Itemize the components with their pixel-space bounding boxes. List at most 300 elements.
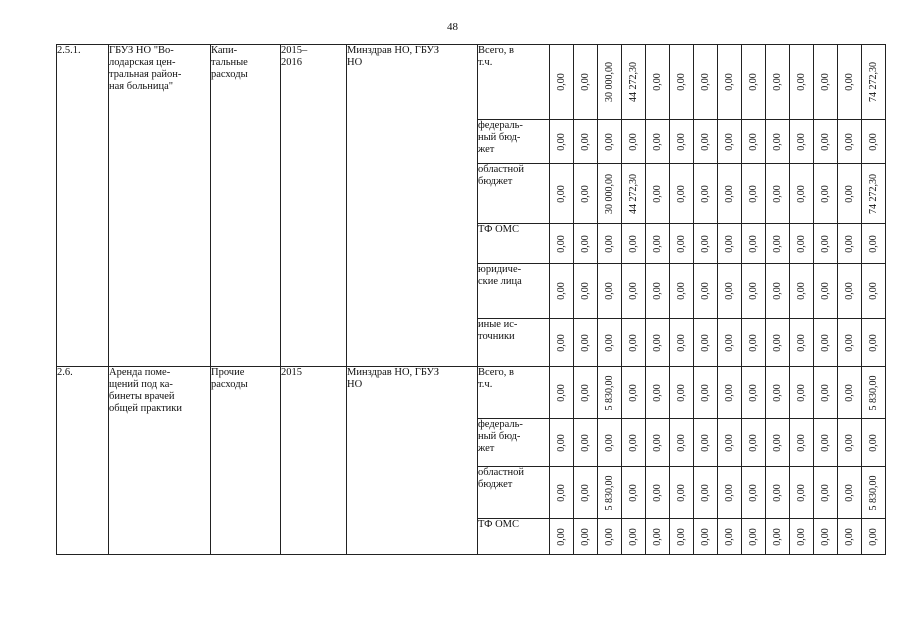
value-text: 0,00 [723, 234, 735, 253]
value-cell [670, 419, 694, 467]
value-cell [766, 224, 790, 264]
value-text: 0,00 [699, 483, 711, 502]
value-cell [718, 419, 742, 467]
executor: Минздрав НО, ГБУЗ НО [347, 367, 478, 555]
funding-source: областной бюджет [478, 164, 550, 224]
value-cell [550, 519, 574, 555]
value-cell [622, 467, 646, 519]
funding-source: ТФ ОМС [478, 519, 550, 555]
value-cell [742, 264, 766, 319]
value-text: 0,00 [651, 282, 663, 300]
value-cell [694, 45, 718, 120]
value-cell [790, 519, 814, 555]
table-row [57, 45, 886, 120]
value-cell [862, 120, 886, 164]
value-cell [622, 319, 646, 367]
period: 2015 [281, 367, 347, 555]
value-cell [790, 120, 814, 164]
value-cell [646, 319, 670, 367]
value-cell [598, 419, 622, 467]
value-text: 0,00 [651, 234, 663, 253]
value-text: 0,00 [843, 483, 855, 502]
value-cell [766, 319, 790, 367]
value-cell [718, 319, 742, 367]
value-cell [670, 120, 694, 164]
value-text: 0,00 [651, 333, 663, 352]
value-cell [742, 467, 766, 519]
value-cell [718, 164, 742, 224]
funding-source: федераль- ный бюд- жет [478, 120, 550, 164]
value-cell [694, 367, 718, 419]
value-cell [790, 224, 814, 264]
value-text: 0,00 [843, 333, 855, 352]
value-text: 0,00 [603, 527, 615, 546]
value-text: 0,00 [699, 282, 711, 300]
value-cell [574, 319, 598, 367]
value-cell [646, 467, 670, 519]
value-text: 0,00 [579, 333, 591, 352]
value-cell [742, 224, 766, 264]
value-text: 74 272,30 [867, 62, 879, 102]
value-cell [550, 120, 574, 164]
value-text: 0,00 [771, 483, 783, 502]
value-text: 0,00 [699, 132, 711, 151]
value-cell [814, 164, 838, 224]
value-cell [550, 419, 574, 467]
value-cell [838, 164, 862, 224]
value-cell [694, 419, 718, 467]
value-cell [766, 419, 790, 467]
value-text: 0,00 [555, 433, 567, 452]
value-cell [742, 319, 766, 367]
value-text: 0,00 [555, 234, 567, 253]
period: 2015– 2016 [281, 45, 347, 367]
value-text: 0,00 [795, 234, 807, 253]
value-text: 0,00 [651, 433, 663, 452]
value-cell [646, 164, 670, 224]
value-text: 0,00 [603, 282, 615, 300]
value-text: 0,00 [699, 73, 711, 91]
value-cell [790, 367, 814, 419]
value-cell [742, 45, 766, 120]
value-text: 0,00 [675, 282, 687, 300]
value-text: 0,00 [747, 234, 759, 253]
value-cell [862, 164, 886, 224]
value-cell [622, 120, 646, 164]
value-text: 0,00 [579, 282, 591, 300]
value-text: 0,00 [843, 527, 855, 546]
value-text: 0,00 [819, 282, 831, 300]
value-text: 0,00 [795, 73, 807, 91]
value-text: 0,00 [699, 184, 711, 203]
value-text: 0,00 [579, 527, 591, 546]
value-cell [622, 45, 646, 120]
value-text: 0,00 [579, 234, 591, 253]
value-text: 0,00 [723, 132, 735, 151]
value-text: 0,00 [651, 483, 663, 502]
value-cell [814, 467, 838, 519]
value-cell [694, 264, 718, 319]
value-text: 0,00 [747, 433, 759, 452]
value-cell [622, 224, 646, 264]
value-text: 0,00 [867, 333, 879, 352]
item-code: 2.6. [57, 367, 109, 555]
value-cell [598, 519, 622, 555]
funding-source: ТФ ОМС [478, 224, 550, 264]
funding-source: областной бюджет [478, 467, 550, 519]
value-text: 0,00 [771, 184, 783, 203]
value-cell [598, 467, 622, 519]
value-text: 0,00 [723, 383, 735, 402]
value-text: 0,00 [579, 433, 591, 452]
value-text: 0,00 [843, 234, 855, 253]
item-code: 2.5.1. [57, 45, 109, 367]
value-cell [574, 164, 598, 224]
value-cell [838, 519, 862, 555]
value-cell [742, 367, 766, 419]
value-text: 0,00 [843, 282, 855, 300]
value-cell [718, 45, 742, 120]
value-cell [598, 367, 622, 419]
value-text: 0,00 [675, 234, 687, 253]
value-cell [670, 367, 694, 419]
value-text: 0,00 [555, 527, 567, 546]
value-text: 0,00 [723, 333, 735, 352]
value-text: 0,00 [579, 184, 591, 203]
value-cell [598, 319, 622, 367]
value-text: 0,00 [651, 73, 663, 91]
value-text: 0,00 [699, 234, 711, 253]
value-text: 0,00 [771, 333, 783, 352]
funding-source: федераль- ный бюд- жет [478, 419, 550, 467]
value-cell [550, 164, 574, 224]
executor: Минздрав НО, ГБУЗ НО [347, 45, 478, 367]
value-cell [670, 224, 694, 264]
value-cell [838, 467, 862, 519]
value-text: 0,00 [723, 433, 735, 452]
value-text: 0,00 [795, 527, 807, 546]
value-text: 0,00 [867, 527, 879, 546]
value-text: 0,00 [819, 483, 831, 502]
value-cell [814, 367, 838, 419]
value-cell [718, 467, 742, 519]
value-text: 0,00 [747, 333, 759, 352]
value-text: 0,00 [795, 132, 807, 151]
expense-type: Прочие расходы [211, 367, 281, 555]
value-cell [718, 224, 742, 264]
value-text: 30 000,00 [603, 62, 615, 102]
value-text: 0,00 [603, 132, 615, 151]
value-text: 0,00 [627, 282, 639, 300]
funding-source: Всего, в т.ч. [478, 45, 550, 120]
value-text: 0,00 [651, 132, 663, 151]
funding-source: юридиче- ские лица [478, 264, 550, 319]
value-cell [694, 224, 718, 264]
value-text: 0,00 [819, 73, 831, 91]
value-cell [670, 319, 694, 367]
value-text: 0,00 [867, 234, 879, 253]
value-text: 0,00 [771, 282, 783, 300]
value-text: 0,00 [651, 184, 663, 203]
value-text: 0,00 [723, 527, 735, 546]
value-cell [814, 519, 838, 555]
value-cell [670, 467, 694, 519]
value-cell [550, 224, 574, 264]
value-text: 0,00 [819, 132, 831, 151]
value-text: 0,00 [627, 483, 639, 502]
value-cell [694, 120, 718, 164]
value-cell [646, 45, 670, 120]
value-text: 30 000,00 [603, 173, 615, 214]
value-text: 0,00 [795, 383, 807, 402]
value-cell [838, 419, 862, 467]
value-text: 0,00 [579, 73, 591, 91]
value-text: 0,00 [771, 132, 783, 151]
value-cell [550, 367, 574, 419]
value-cell [766, 45, 790, 120]
value-cell [622, 419, 646, 467]
value-text: 0,00 [555, 483, 567, 502]
value-cell [814, 120, 838, 164]
value-cell [694, 519, 718, 555]
value-cell [862, 419, 886, 467]
value-cell [694, 467, 718, 519]
value-text: 0,00 [627, 132, 639, 151]
value-cell [742, 419, 766, 467]
value-text: 0,00 [747, 483, 759, 502]
value-text: 0,00 [627, 433, 639, 452]
value-cell [862, 264, 886, 319]
value-text: 0,00 [651, 383, 663, 402]
value-text: 0,00 [747, 184, 759, 203]
value-text: 44 272,30 [627, 62, 639, 102]
value-text: 0,00 [555, 73, 567, 91]
value-text: 0,00 [675, 333, 687, 352]
value-cell [862, 367, 886, 419]
value-cell [574, 120, 598, 164]
value-text: 0,00 [771, 527, 783, 546]
budget-table [56, 44, 886, 555]
value-cell [550, 45, 574, 120]
value-cell [742, 519, 766, 555]
value-cell [646, 120, 670, 164]
value-text: 0,00 [675, 527, 687, 546]
value-text: 0,00 [843, 433, 855, 452]
value-cell [574, 45, 598, 120]
value-text: 0,00 [603, 433, 615, 452]
value-text: 0,00 [627, 333, 639, 352]
value-cell [814, 319, 838, 367]
value-cell [790, 45, 814, 120]
value-text: 0,00 [723, 282, 735, 300]
value-text: 0,00 [795, 333, 807, 352]
value-text: 0,00 [819, 433, 831, 452]
item-name: ГБУЗ НО "Во- лодарская цен- тральная район- ная больница" [109, 45, 211, 367]
value-text: 0,00 [579, 132, 591, 151]
value-text: 0,00 [579, 483, 591, 502]
value-cell [838, 367, 862, 419]
value-text: 0,00 [843, 132, 855, 151]
value-cell [598, 164, 622, 224]
value-text: 0,00 [675, 433, 687, 452]
value-cell [694, 164, 718, 224]
value-text: 0,00 [699, 527, 711, 546]
value-text: 0,00 [819, 234, 831, 253]
value-cell [694, 319, 718, 367]
value-text: 0,00 [819, 184, 831, 203]
value-cell [766, 164, 790, 224]
value-cell [646, 224, 670, 264]
value-text: 0,00 [771, 433, 783, 452]
value-text: 0,00 [675, 184, 687, 203]
value-text: 0,00 [627, 234, 639, 253]
value-cell [766, 264, 790, 319]
value-cell [814, 264, 838, 319]
value-cell [742, 164, 766, 224]
value-cell [550, 319, 574, 367]
value-cell [574, 467, 598, 519]
value-cell [550, 467, 574, 519]
value-cell [838, 319, 862, 367]
value-text: 44 272,30 [627, 173, 639, 214]
value-cell [814, 45, 838, 120]
value-cell [790, 419, 814, 467]
value-cell [862, 319, 886, 367]
value-cell [766, 120, 790, 164]
value-text: 0,00 [651, 527, 663, 546]
value-cell [574, 419, 598, 467]
value-text: 0,00 [771, 73, 783, 91]
value-text: 0,00 [603, 234, 615, 253]
value-text: 0,00 [819, 333, 831, 352]
value-text: 0,00 [795, 184, 807, 203]
value-text: 0,00 [555, 333, 567, 352]
page-number: 48 [447, 21, 458, 33]
value-cell [718, 367, 742, 419]
value-cell [838, 264, 862, 319]
value-cell [598, 120, 622, 164]
value-text: 0,00 [843, 383, 855, 402]
value-text: 0,00 [747, 132, 759, 151]
value-cell [622, 264, 646, 319]
value-text: 5 830,00 [867, 475, 879, 510]
value-text: 0,00 [723, 483, 735, 502]
value-cell [622, 164, 646, 224]
value-cell [790, 164, 814, 224]
value-cell [670, 519, 694, 555]
value-cell [550, 264, 574, 319]
value-cell [622, 519, 646, 555]
value-cell [574, 367, 598, 419]
value-text: 0,00 [747, 527, 759, 546]
value-cell [766, 467, 790, 519]
value-text: 0,00 [747, 73, 759, 91]
value-cell [574, 519, 598, 555]
value-cell [598, 264, 622, 319]
value-text: 0,00 [867, 433, 879, 452]
value-text: 0,00 [555, 184, 567, 203]
value-cell [766, 367, 790, 419]
value-cell [718, 264, 742, 319]
value-text: 0,00 [675, 73, 687, 91]
value-text: 0,00 [675, 483, 687, 502]
value-cell [670, 45, 694, 120]
expense-type: Капи- тальные расходы [211, 45, 281, 367]
value-text: 0,00 [675, 132, 687, 151]
value-cell [862, 45, 886, 120]
value-text: 0,00 [699, 433, 711, 452]
value-text: 0,00 [819, 383, 831, 402]
value-text: 0,00 [843, 73, 855, 91]
value-text: 0,00 [555, 383, 567, 402]
value-text: 0,00 [555, 132, 567, 151]
value-cell [622, 367, 646, 419]
value-text: 0,00 [627, 527, 639, 546]
value-cell [598, 224, 622, 264]
value-cell [670, 164, 694, 224]
value-text: 0,00 [747, 282, 759, 300]
value-cell [790, 264, 814, 319]
value-cell [574, 224, 598, 264]
value-text: 0,00 [675, 383, 687, 402]
value-text: 0,00 [771, 383, 783, 402]
value-text: 0,00 [795, 282, 807, 300]
value-cell [718, 519, 742, 555]
value-text: 0,00 [579, 383, 591, 402]
value-text: 0,00 [819, 527, 831, 546]
value-text: 0,00 [627, 383, 639, 402]
value-text: 5 830,00 [603, 375, 615, 410]
value-cell [862, 519, 886, 555]
value-text: 0,00 [795, 483, 807, 502]
value-cell [718, 120, 742, 164]
value-cell [814, 419, 838, 467]
value-cell [670, 264, 694, 319]
table-row [57, 367, 886, 419]
value-cell [790, 467, 814, 519]
funding-source: Всего, в т.ч. [478, 367, 550, 419]
value-text: 5 830,00 [603, 475, 615, 510]
value-cell [646, 367, 670, 419]
value-cell [790, 319, 814, 367]
value-cell [862, 224, 886, 264]
value-cell [862, 467, 886, 519]
value-cell [598, 45, 622, 120]
value-text: 0,00 [699, 333, 711, 352]
item-name: Аренда поме- щений под ка- бинеты врачей общей практики [109, 367, 211, 555]
value-cell [814, 224, 838, 264]
value-text: 0,00 [699, 383, 711, 402]
value-text: 0,00 [771, 234, 783, 253]
value-text: 0,00 [723, 184, 735, 203]
value-text: 0,00 [747, 383, 759, 402]
value-text: 0,00 [555, 282, 567, 300]
value-cell [838, 224, 862, 264]
value-text: 0,00 [867, 282, 879, 300]
value-cell [646, 519, 670, 555]
value-cell [838, 45, 862, 120]
value-cell [574, 264, 598, 319]
value-cell [646, 264, 670, 319]
value-text: 0,00 [843, 184, 855, 203]
value-text: 74 272,30 [867, 173, 879, 214]
value-text: 0,00 [795, 433, 807, 452]
value-cell [646, 419, 670, 467]
value-cell [766, 519, 790, 555]
value-text: 0,00 [723, 73, 735, 91]
funding-source: иные ис- точники [478, 319, 550, 367]
value-cell [742, 120, 766, 164]
